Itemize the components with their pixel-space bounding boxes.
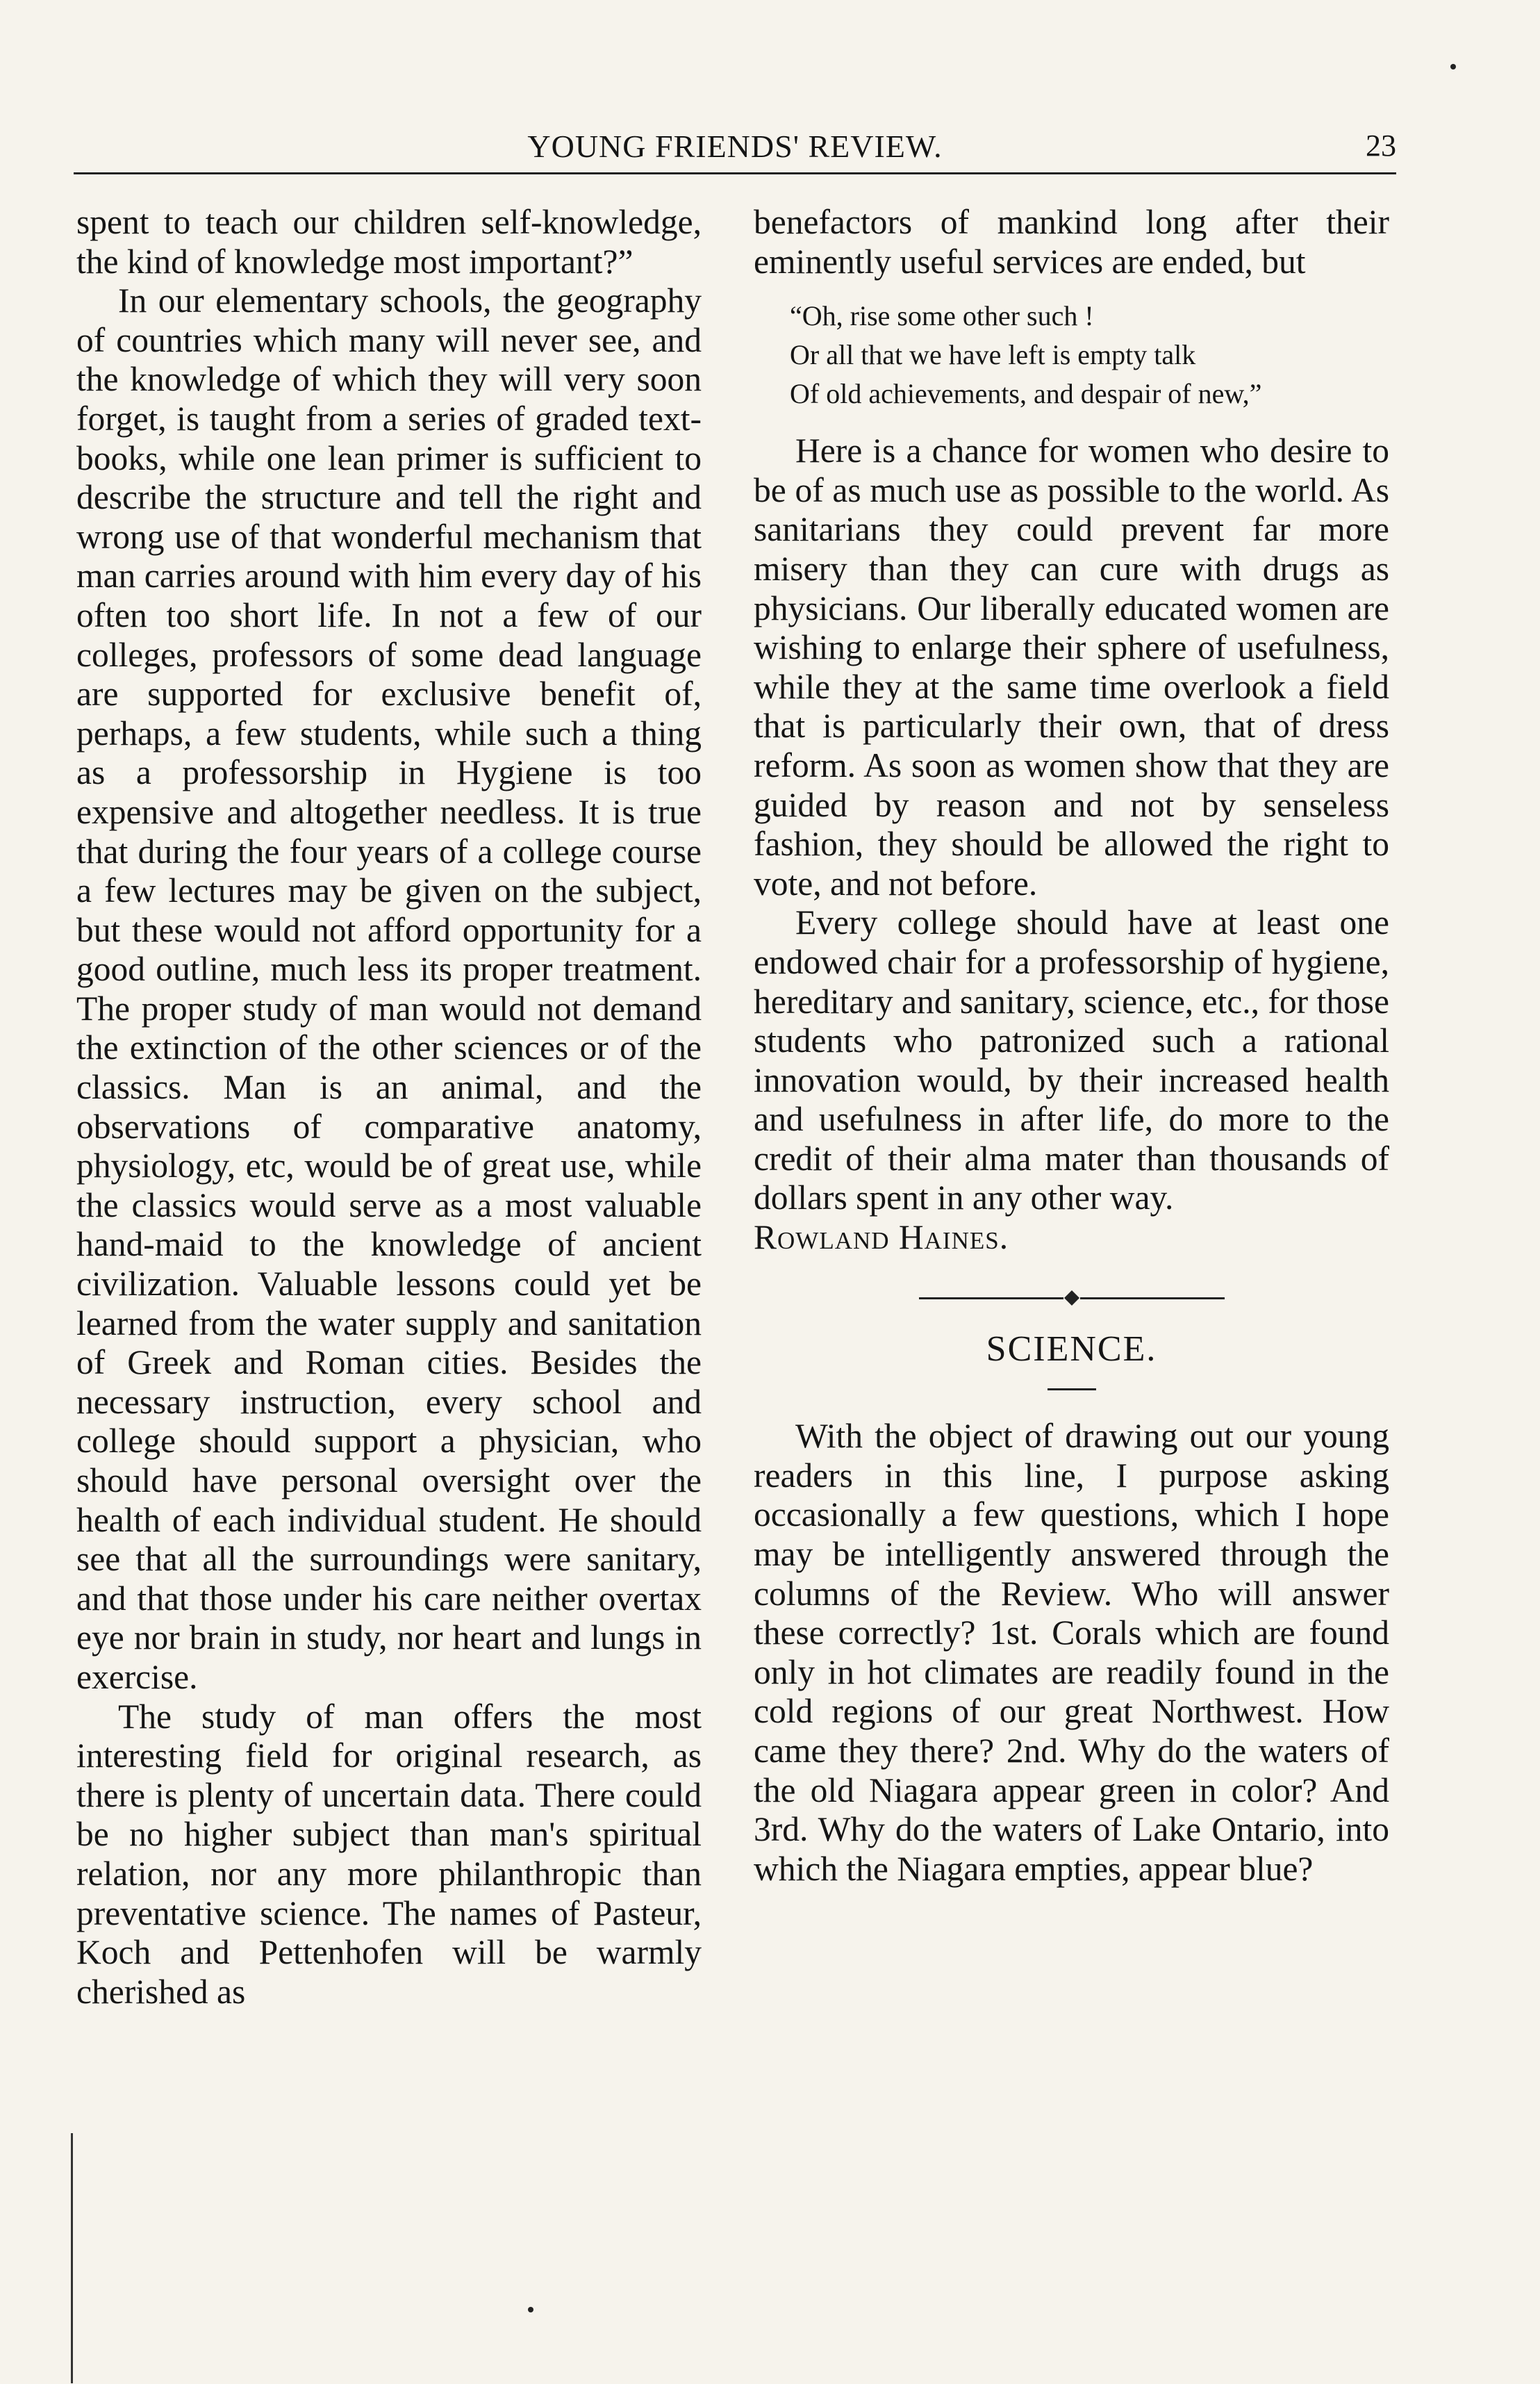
author-signature: Rowland Haines. [754, 1218, 1009, 1257]
speck-mark [1450, 64, 1456, 69]
page-number: 23 [1366, 129, 1396, 163]
poem-line: Of old achievements, and despair of new,” [790, 378, 1262, 410]
page-header [74, 124, 1396, 176]
paragraph-continuation: spent to teach our children self-knowledge, the kind of knowledge most important?” [76, 203, 702, 281]
section-ornament [919, 1290, 1225, 1306]
paragraph-science: With the object of drawing out our young readers in this line, I purpose asking occasionally a few questions, which I hope may be intelligently answered through the columns of the Review. Who will answer these correctly? 1st. Corals which are found only in hot climates are readily found in the cold regions of our great Northwest. How came they there? 2nd. Why do the waters of the old Niagara appear green in color? And 3rd. Why do the waters of Lake Ontario, into which the Niagara empties, appear blue? [754, 1417, 1389, 1888]
poem-line: Or all that we have left is empty talk [790, 339, 1196, 371]
right-column [754, 203, 1389, 1889]
heading-rule [1048, 1388, 1096, 1390]
left-column [76, 203, 702, 2012]
poem-quotation [790, 297, 1389, 413]
paragraph-study-of-man: The study of man offers the most interesting field for original research, as there is plenty of uncertain data. There could be no higher subject than man's spiritual relation, nor any more philanthropic than preventative science. The names of Pasteur, Koch and Pettenhofen will be warmly cherished as [76, 1697, 702, 2011]
poem-line: “Oh, rise some other such ! [790, 300, 1094, 332]
speck-mark [528, 2307, 533, 2312]
diamond-ornament-icon [1063, 1290, 1080, 1306]
paragraph-college-chair: Every college should have at least one endowed chair for a professorship of hygiene, hereditary and sanitary, science, etc., for those students who patronized such a rational innovation would, by their increased health and usefulness in after life, do more to the credit of their alma mater than thousands of dollars spent in any other way. [754, 903, 1389, 1217]
header-rule [74, 172, 1396, 174]
running-title: YOUNG FRIENDS' REVIEW. [527, 129, 943, 164]
section-heading-science: SCIENCE. [986, 1329, 1157, 1369]
paragraph-women-sanitarians: Here is a chance for women who desire to be of as much use as possible to the world. As sanitarians they could prevent far more misery than they can cure with drugs as physicians. Our liberally educated women are wishing to enlarge their sphere of usefulness, while they at the same time overlook a field that is particularly their own, that of dress reform. As soon as women show that they are guided by reason and not by senseless fashion, they should be allowed the right to vote, and not before. [754, 431, 1389, 903]
paragraph-benefactors: benefactors of mankind long after their eminently useful services are ended, but [754, 203, 1389, 281]
margin-scan-line [71, 2133, 73, 2383]
paragraph-elementary-schools: In our elementary schools, the geography of countries which many will never see, and the knowledge of which they will very soon forget, is taught from a series of graded text-books, while one lean primer is sufficient to describe the structure and tell the right and wrong use of that wonderful mechanism that man carries around with him every day of his often too short life. In not a few of our colleges, professors of some dead language are supported for exclusive benefit of, perhaps, a few students, while such a thing as a professorship in Hygiene is too expensive and altogether needless. It is true that during the four years of a college course a few lectures may be given on the subject, but these would not afford opportunity for a good outline, much less its proper treatment. The proper study of man would not demand the extinction of the other sciences or of the classics. Man is an animal, and the observations of comparative anatomy, physiology, etc, would be of great use, while the classics would serve as a most valuable hand-maid to the knowledge of ancient civilization. Valuable lessons could yet be learned from the water supply and sanitation of Greek and Roman cities. Besides the necessary instruction, every school and college should support a physician, who should have personal oversight over the health of each individual student. He should see that all the surroundings were sanitary, and that those under his care neither overtax eye nor brain in study, nor heart and lungs in exercise. [76, 281, 702, 1696]
